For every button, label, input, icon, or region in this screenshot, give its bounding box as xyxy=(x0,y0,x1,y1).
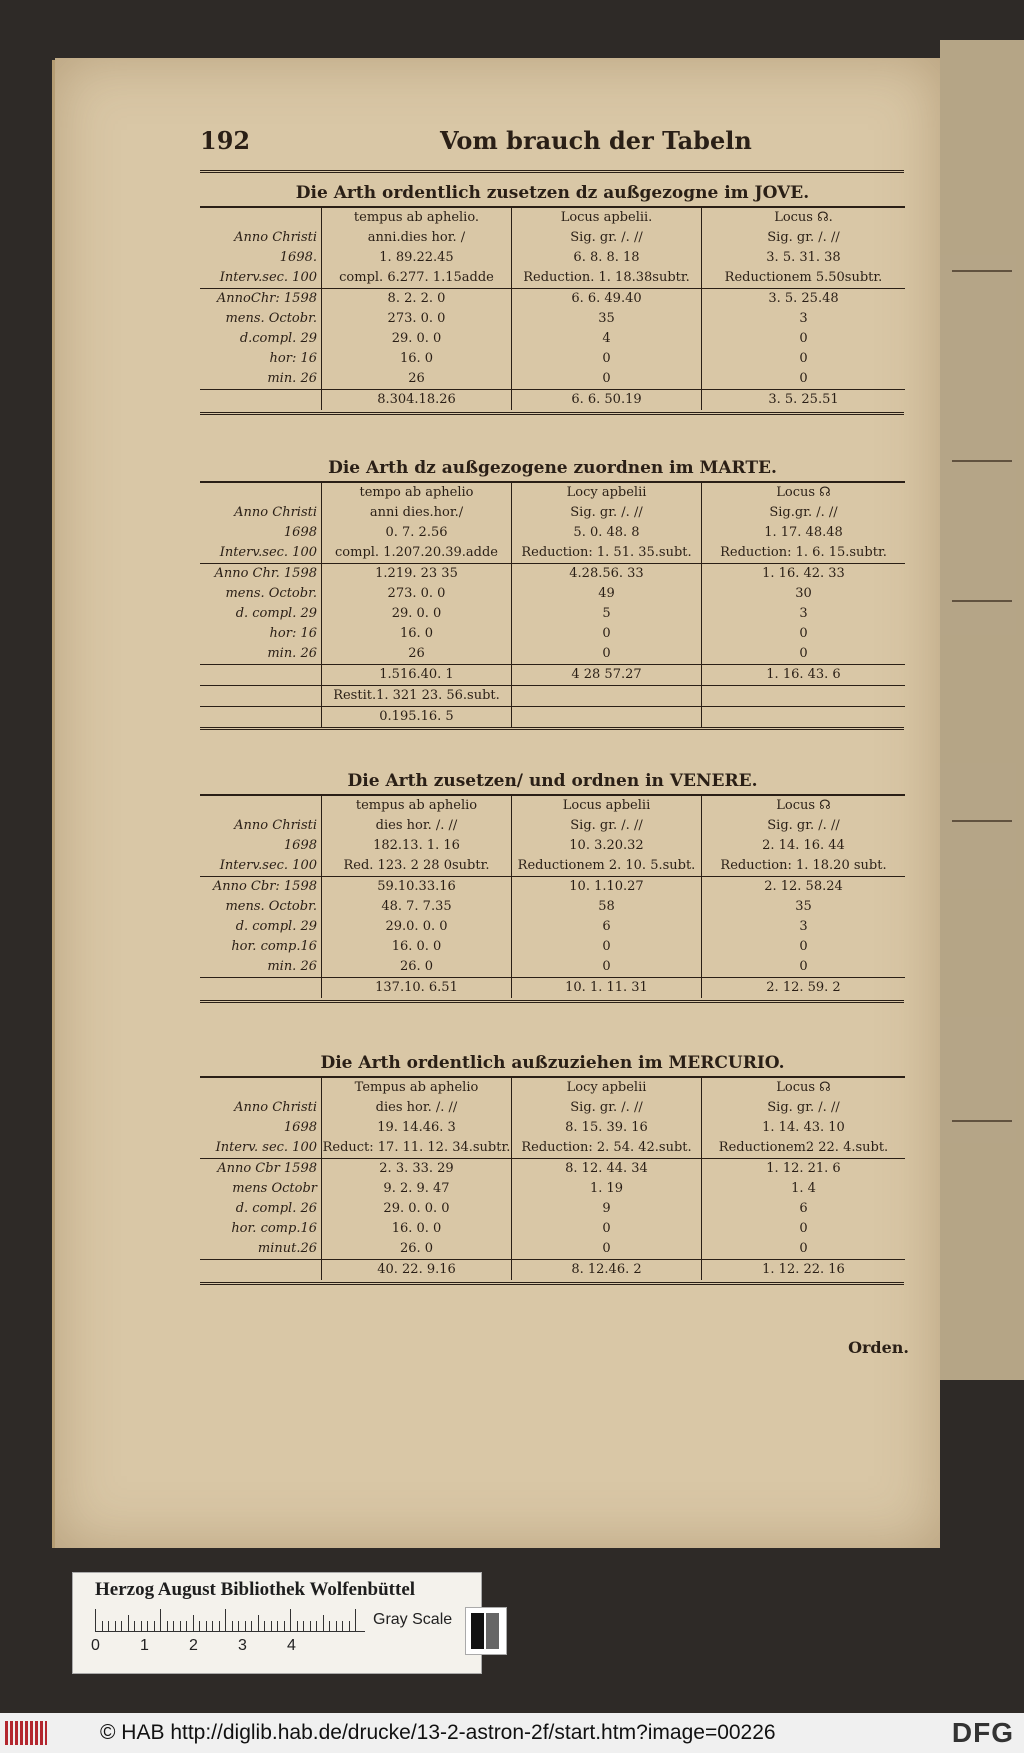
table-cell: Red. 123. 2 28 0subtr. xyxy=(322,856,512,876)
header-row xyxy=(200,248,905,268)
table-cell xyxy=(200,389,322,410)
table-cell: mens. Octobr. xyxy=(200,309,322,329)
table-cell: mens Octobr xyxy=(200,1179,322,1199)
table-cell: Reduction: 1. 51. 35.subt. xyxy=(512,543,702,563)
table-cell xyxy=(200,977,322,998)
table-cell: min. 26 xyxy=(200,957,322,977)
table-cell: Sig. gr. /. // xyxy=(512,816,702,836)
section-rule xyxy=(200,1282,904,1285)
ruler-scale xyxy=(95,1607,365,1632)
table-cell: 6. 6. 50.19 xyxy=(512,389,702,410)
ruler-tick xyxy=(303,1621,304,1631)
table-cell xyxy=(702,685,905,706)
table-row xyxy=(200,1199,905,1219)
table-cell: Interv.sec. 100 xyxy=(200,856,322,876)
header-row xyxy=(200,836,905,856)
table-cell: 19. 14.46. 3 xyxy=(322,1118,512,1138)
gray-swatch xyxy=(465,1607,507,1655)
table-cell: Interv. sec. 100 xyxy=(200,1138,322,1158)
sum-row xyxy=(200,706,905,727)
ruler-tick xyxy=(206,1621,207,1631)
scale-number: 2 xyxy=(189,1637,198,1654)
ruler-tick xyxy=(264,1621,265,1631)
table-cell: Sig.gr. /. // xyxy=(769,505,838,520)
table-cell: mens. Octobr. xyxy=(200,584,322,604)
table-cell: 1. 17. 48.48 xyxy=(764,525,843,540)
table-cell: Sig. gr. /. // xyxy=(767,818,840,833)
table-cell: 1. 16. 43. 6 xyxy=(702,664,905,685)
table-row xyxy=(200,349,905,369)
ruler-tick xyxy=(290,1609,291,1631)
ruler-tick xyxy=(219,1621,220,1631)
table-cell: 0 xyxy=(512,349,702,369)
sum-row xyxy=(200,977,905,998)
section-rule xyxy=(200,1000,904,1003)
table-cell: 4.28.56. 33 xyxy=(512,564,702,584)
table-cell: 3. 5. 31. 38 xyxy=(766,250,841,265)
table-cell: minut.26 xyxy=(200,1239,322,1259)
ruler-tick xyxy=(186,1621,187,1631)
table-cell: hor: 16 xyxy=(200,624,322,644)
header-row xyxy=(200,1118,905,1138)
table-row xyxy=(200,957,905,977)
table-cell: Reductionem2 22. 4.subt. xyxy=(718,1140,889,1155)
table-cell: min. 26 xyxy=(200,369,322,389)
ruler-tick xyxy=(271,1621,272,1631)
ruler-tick xyxy=(225,1609,226,1631)
header-rule xyxy=(200,170,904,173)
table-cell: 4 xyxy=(512,329,702,349)
ruler-tick xyxy=(336,1621,337,1631)
table-row xyxy=(200,877,905,897)
table-cell: d. compl. 29 xyxy=(200,604,322,624)
table-cell: 16. 0. 0 xyxy=(322,1219,512,1239)
table-cell: d. compl. 26 xyxy=(200,1199,322,1219)
table-cell: dies hor. /. // xyxy=(322,816,512,836)
table-cell: compl. 6.277. 1.15adde xyxy=(322,268,512,288)
header-row xyxy=(200,523,905,543)
ruler-tick xyxy=(310,1621,311,1631)
adjacent-page xyxy=(940,40,1024,1380)
table-cell: 5. 0. 48. 8 xyxy=(512,523,702,543)
table-cell: 137.10. 6.51 xyxy=(322,977,512,998)
table-cell: 1698. xyxy=(200,248,322,268)
table-cell: 0 xyxy=(799,1221,808,1236)
table-section xyxy=(200,180,905,410)
ruler-tick xyxy=(199,1621,200,1631)
table-cell: Locy apbelii xyxy=(512,483,702,503)
table-cell: 0 xyxy=(512,644,702,664)
table-row xyxy=(200,1219,905,1239)
table-cell: hor. comp.16 xyxy=(200,937,322,957)
ruler-tick xyxy=(342,1621,343,1631)
table-cell: 0 xyxy=(512,369,702,389)
ruler-tick xyxy=(134,1621,135,1631)
table-cell xyxy=(200,706,322,727)
table-cell: 0 xyxy=(799,351,808,366)
source-url[interactable]: © HAB http://diglib.hab.de/drucke/13-2-astron-2f/start.htm?image=00226 xyxy=(100,1721,776,1744)
header-row xyxy=(200,1138,905,1159)
table-row xyxy=(200,937,905,957)
table-cell: 4 28 57.27 xyxy=(512,664,702,685)
table-cell: 58 xyxy=(512,897,702,917)
table-cell: 1. 12. 21. 6 xyxy=(766,1161,841,1176)
header-row xyxy=(200,483,905,503)
table-cell: 0. 7. 2.56 xyxy=(322,523,512,543)
table-cell: Anno Chr. 1598 xyxy=(200,564,322,584)
section-title: Die Arth zusetzen/ und ordnen in VENERE. xyxy=(200,768,905,796)
table-cell: 1. 16. 42. 33 xyxy=(762,566,845,581)
sum-row xyxy=(200,685,905,706)
table-cell: tempo ab aphelio xyxy=(322,483,512,503)
table-cell: 8. 2. 2. 0 xyxy=(322,289,512,309)
table-cell: 30 xyxy=(795,586,812,601)
table-cell: Anno Christi xyxy=(200,228,322,248)
ruler-tick xyxy=(154,1621,155,1631)
table-cell: 182.13. 1. 16 xyxy=(322,836,512,856)
table-cell xyxy=(512,685,702,706)
ruler-tick xyxy=(147,1621,148,1631)
table-cell: Anno Cbr 1598 xyxy=(200,1159,322,1179)
table-cell xyxy=(200,1259,322,1280)
table-cell: Sig. gr. /. // xyxy=(512,1098,702,1118)
scale-numbers xyxy=(91,1637,336,1655)
table-cell: Reduct: 17. 11. 12. 34.subtr. xyxy=(322,1138,512,1158)
table-cell: 29. 0. 0. 0 xyxy=(322,1199,512,1219)
table-row xyxy=(200,897,905,917)
ruler-tick xyxy=(193,1615,194,1631)
table-cell: 0 xyxy=(799,371,808,386)
table-cell: 0 xyxy=(799,939,808,954)
ruler-tick xyxy=(316,1621,317,1631)
ruler-tick xyxy=(102,1621,103,1631)
scale-number: 1 xyxy=(140,1637,149,1654)
table-cell: 9 xyxy=(512,1199,702,1219)
scale-number: 4 xyxy=(287,1637,296,1654)
table-cell xyxy=(200,208,322,228)
table-cell: 1698 xyxy=(200,836,322,856)
table-cell: 29.0. 0. 0 xyxy=(322,917,512,937)
table-cell: Locus ☊ xyxy=(776,798,831,813)
sum-row xyxy=(200,1259,905,1280)
table-cell xyxy=(702,706,905,727)
table-cell: dies hor. /. // xyxy=(322,1098,512,1118)
table-cell: 273. 0. 0 xyxy=(322,309,512,329)
table-cell xyxy=(200,483,322,503)
ruler-tick xyxy=(167,1621,168,1631)
table-cell: 16. 0 xyxy=(322,624,512,644)
table-cell xyxy=(512,706,702,727)
table-cell: Anno Christi xyxy=(200,816,322,836)
section-rule xyxy=(200,727,904,730)
table-section xyxy=(200,1050,905,1280)
header-row xyxy=(200,503,905,523)
table-cell: 0.195.16. 5 xyxy=(322,706,512,727)
running-title: Vom brauch der Tabeln xyxy=(440,126,752,155)
ruler-tick xyxy=(251,1621,252,1631)
table-cell xyxy=(200,796,322,816)
ruler-tick xyxy=(141,1621,142,1631)
institution-name: Herzog August Bibliothek Wolfenbüttel xyxy=(95,1579,416,1600)
table-cell: 2. 14. 16. 44 xyxy=(762,838,845,853)
ruler-tick xyxy=(95,1609,96,1631)
table-cell: 10. 1.10.27 xyxy=(512,877,702,897)
table-cell: 273. 0. 0 xyxy=(322,584,512,604)
scale-number: 3 xyxy=(238,1637,247,1654)
table-cell: hor. comp.16 xyxy=(200,1219,322,1239)
table-cell: 26 xyxy=(322,369,512,389)
table-cell: 0 xyxy=(512,1239,702,1259)
table-cell: 35 xyxy=(512,309,702,329)
footer-bar xyxy=(0,1713,1024,1753)
table-cell: 26. 0 xyxy=(322,1239,512,1259)
header-row xyxy=(200,208,905,228)
table-cell: 8. 12.46. 2 xyxy=(512,1259,702,1280)
table-cell: 0 xyxy=(512,957,702,977)
table-cell: 29. 0. 0 xyxy=(322,604,512,624)
table-row xyxy=(200,624,905,644)
table-cell: Interv.sec. 100 xyxy=(200,543,322,563)
table-cell: Reductionem 2. 10. 5.subt. xyxy=(512,856,702,876)
table-cell: 40. 22. 9.16 xyxy=(322,1259,512,1280)
table-cell: 3. 5. 25.48 xyxy=(768,291,839,306)
table-cell: 8. 15. 39. 16 xyxy=(512,1118,702,1138)
table-cell: 2. 12. 58.24 xyxy=(764,879,843,894)
table-cell: 2. 3. 33. 29 xyxy=(322,1159,512,1179)
table-cell: 1. 4 xyxy=(791,1181,816,1196)
table-cell: anni dies.hor./ xyxy=(322,503,512,523)
ruler-tick xyxy=(329,1621,330,1631)
table-cell: 8.304.18.26 xyxy=(322,389,512,410)
table-cell: tempus ab aphelio xyxy=(322,796,512,816)
header-row xyxy=(200,228,905,248)
table-cell: Reduction: 1. 18.20 subt. xyxy=(720,858,887,873)
table-cell: 5 xyxy=(512,604,702,624)
table-cell: d.compl. 29 xyxy=(200,329,322,349)
table-cell: Locus apbelii xyxy=(512,796,702,816)
table-section xyxy=(200,768,905,998)
table-row xyxy=(200,1239,905,1259)
ruler-tick xyxy=(284,1621,285,1631)
table-cell: Reductionem 5.50subtr. xyxy=(724,270,883,285)
ruler-tick xyxy=(115,1621,116,1631)
table-row xyxy=(200,309,905,329)
table-section xyxy=(200,455,905,727)
ruler-tick xyxy=(212,1621,213,1631)
header-row xyxy=(200,796,905,816)
gray-scale-label: Gray Scale xyxy=(373,1611,453,1628)
table-cell: tempus ab aphelio. xyxy=(322,208,512,228)
table-cell: Sig. gr. /. // xyxy=(767,230,840,245)
table-row xyxy=(200,1159,905,1179)
table-cell: Reduction: 1. 6. 15.subtr. xyxy=(720,545,887,560)
table-cell: 6. 8. 8. 18 xyxy=(512,248,702,268)
table-cell: Anno Christi xyxy=(200,503,322,523)
table-cell: min. 26 xyxy=(200,644,322,664)
table-cell: Locy apbelii xyxy=(512,1078,702,1098)
table-cell: 1698 xyxy=(200,1118,322,1138)
table-row xyxy=(200,289,905,309)
ruler-tick xyxy=(232,1621,233,1631)
header-row xyxy=(200,268,905,289)
table-cell: 10. 1. 11. 31 xyxy=(512,977,702,998)
table-cell xyxy=(200,664,322,685)
table-cell: 0 xyxy=(799,1241,808,1256)
section-title: Die Arth dz außgezogene zuordnen im MARTE. xyxy=(200,455,905,483)
table-cell xyxy=(200,685,322,706)
table-cell: AnnoChr: 1598 xyxy=(200,289,322,309)
header-row xyxy=(200,543,905,564)
table-cell: 3 xyxy=(799,919,808,934)
table-cell: 48. 7. 7.35 xyxy=(322,897,512,917)
sum-row xyxy=(200,664,905,685)
table-row xyxy=(200,564,905,584)
table-cell: Anno Cbr: 1598 xyxy=(200,877,322,897)
table-cell: Reduction. 1. 18.38subtr. xyxy=(512,268,702,288)
header-row xyxy=(200,856,905,877)
section-title: Die Arth ordentlich außzuziehen im MERCURIO. xyxy=(200,1050,905,1078)
ruler-tick xyxy=(258,1615,259,1631)
sum-row xyxy=(200,389,905,410)
table-cell: Anno Christi xyxy=(200,1098,322,1118)
table-cell: 6. 6. 49.40 xyxy=(512,289,702,309)
table-cell: 1698 xyxy=(200,523,322,543)
ruler-tick xyxy=(323,1615,324,1631)
table-row xyxy=(200,917,905,937)
table-cell: 1.516.40. 1 xyxy=(322,664,512,685)
color-card xyxy=(72,1572,482,1674)
table-cell: Locus ☊ xyxy=(776,1080,831,1095)
ruler-tick xyxy=(121,1621,122,1631)
table-row xyxy=(200,644,905,664)
table-cell: Reduction: 2. 54. 42.subt. xyxy=(512,1138,702,1158)
table-cell xyxy=(200,1078,322,1098)
scale-number: 0 xyxy=(91,1637,100,1654)
table-cell: Locus ☊. xyxy=(774,210,833,225)
table-cell: mens. Octobr. xyxy=(200,897,322,917)
ruler-tick xyxy=(297,1621,298,1631)
section-title: Die Arth ordentlich zusetzen dz außgezogne im JOVE. xyxy=(200,180,905,208)
table-row xyxy=(200,584,905,604)
table-cell: 3 xyxy=(799,606,808,621)
catchword: Orden. xyxy=(848,1338,909,1357)
table-cell: 10. 3.20.32 xyxy=(512,836,702,856)
table-cell: 35 xyxy=(795,899,812,914)
page-number: 192 xyxy=(200,126,251,155)
table-cell: 2. 12. 59. 2 xyxy=(702,977,905,998)
table-cell: 29. 0. 0 xyxy=(322,329,512,349)
table-cell: Sig. gr. /. // xyxy=(512,503,702,523)
table-cell: 6 xyxy=(799,1201,808,1216)
table-cell: 1. 12. 22. 16 xyxy=(702,1259,905,1280)
table-cell: 0 xyxy=(512,1219,702,1239)
table-row xyxy=(200,604,905,624)
table-cell: 16. 0. 0 xyxy=(322,937,512,957)
table-cell: 0 xyxy=(799,626,808,641)
ruler-tick xyxy=(128,1615,129,1631)
ruler-tick xyxy=(160,1609,161,1631)
table-cell: anni.dies hor. / xyxy=(322,228,512,248)
table-cell: Locus apbelii. xyxy=(512,208,702,228)
ruler-tick xyxy=(245,1621,246,1631)
table-cell: Locus ☊ xyxy=(776,485,831,500)
table-cell: 3. 5. 25.51 xyxy=(702,389,905,410)
table-cell: Interv.sec. 100 xyxy=(200,268,322,288)
table-cell: Tempus ab aphelio xyxy=(322,1078,512,1098)
table-cell: hor: 16 xyxy=(200,349,322,369)
table-cell: 49 xyxy=(512,584,702,604)
table-cell: 26 xyxy=(322,644,512,664)
table-cell: 0 xyxy=(512,937,702,957)
table-cell: 6 xyxy=(512,917,702,937)
table-cell: 1.219. 23 35 xyxy=(322,564,512,584)
table-cell: 3 xyxy=(799,311,808,326)
section-rule xyxy=(200,412,904,415)
table-row xyxy=(200,1179,905,1199)
table-cell: 0 xyxy=(799,959,808,974)
table-cell: 59.10.33.16 xyxy=(322,877,512,897)
table-cell: Sig. gr. /. // xyxy=(512,228,702,248)
table-cell: d. compl. 29 xyxy=(200,917,322,937)
dfg-logo: DFG xyxy=(951,1717,1014,1748)
table-cell: 0 xyxy=(799,331,808,346)
table-cell: 1. 14. 43. 10 xyxy=(762,1120,845,1135)
table-cell: Restit.1. 321 23. 56.subt. xyxy=(322,685,512,706)
ruler-tick xyxy=(277,1621,278,1631)
ruler-tick xyxy=(355,1609,356,1631)
table-cell: 8. 12. 44. 34 xyxy=(512,1159,702,1179)
table-cell: 26. 0 xyxy=(322,957,512,977)
ruler-tick xyxy=(173,1621,174,1631)
table-cell: Sig. gr. /. // xyxy=(767,1100,840,1115)
ruler-tick xyxy=(238,1621,239,1631)
ruler-tick xyxy=(180,1621,181,1631)
table-cell: compl. 1.207.20.39.adde xyxy=(322,543,512,563)
hab-logo-icon xyxy=(5,1721,47,1745)
table-row xyxy=(200,369,905,389)
ruler-tick xyxy=(108,1621,109,1631)
header-row xyxy=(200,1078,905,1098)
table-cell: 0 xyxy=(799,646,808,661)
table-cell: 9. 2. 9. 47 xyxy=(322,1179,512,1199)
ruler-tick xyxy=(349,1621,350,1631)
table-cell: 0 xyxy=(512,624,702,644)
header-row xyxy=(200,816,905,836)
header-row xyxy=(200,1098,905,1118)
table-cell: 16. 0 xyxy=(322,349,512,369)
table-cell: 1. 89.22.45 xyxy=(322,248,512,268)
table-cell: 1. 19 xyxy=(512,1179,702,1199)
table-row xyxy=(200,329,905,349)
